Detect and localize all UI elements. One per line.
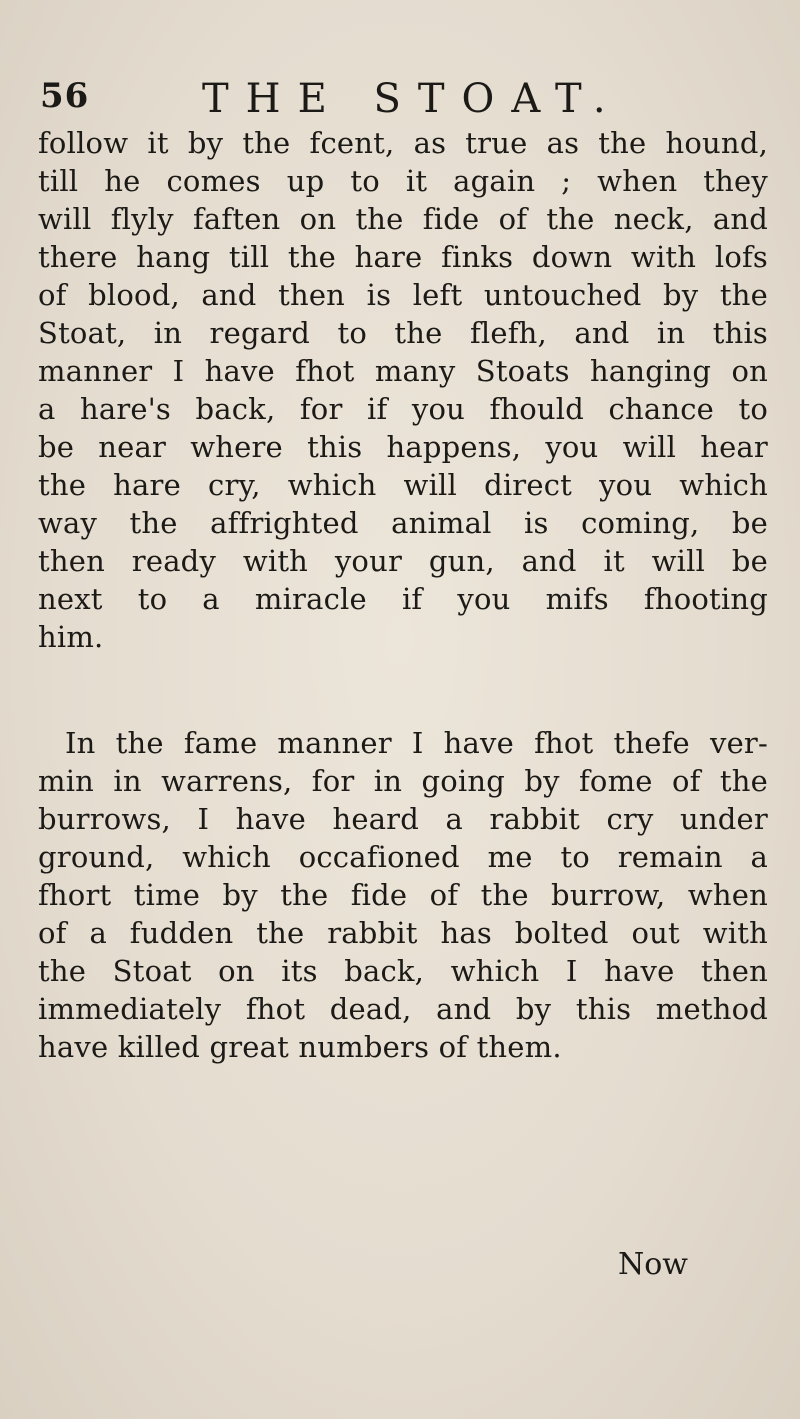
- text-line: fhort time by the fide of the burrow, when: [38, 878, 768, 912]
- text-line: immediately fhot dead, and by this method: [38, 992, 768, 1026]
- text-line: a hare's back, for if you fhould chance to: [38, 392, 768, 426]
- text-line: the Stoat on its back, which I have then: [38, 954, 768, 988]
- text-line: burrows, I have heard a rabbit cry under: [38, 802, 768, 836]
- text-line: the hare cry, which will direct you which: [38, 468, 768, 502]
- text-line: there hang till the hare finks down with lofs: [38, 240, 768, 274]
- text-line: min in warrens, for in going by fome of the: [38, 764, 768, 798]
- text-line: of blood, and then is left untouched by the: [38, 278, 768, 312]
- text-line: next to a miracle if you mifs fhooting: [38, 582, 768, 616]
- text-line: Stoat, in regard to the flefh, and in this: [38, 316, 768, 350]
- text-line: way the affrighted animal is coming, be: [38, 506, 768, 540]
- text-line: have killed great numbers of them.: [38, 1030, 562, 1064]
- text-line: then ready with your gun, and it will be: [38, 544, 768, 578]
- text-line: will flyly faften on the fide of the neck, and: [38, 202, 768, 236]
- page-header: [40, 76, 780, 126]
- paragraph-gap: [38, 656, 768, 724]
- text-line: till he comes up to it again ; when they: [38, 164, 768, 198]
- text-line: In the fame manner I have fhot thefe ver-: [65, 726, 768, 760]
- text-line: be near where this happens, you will hear: [38, 430, 768, 464]
- text-line: of a fudden the rabbit has bolted out with: [38, 916, 768, 950]
- text-line: follow it by the fcent, as true as the hound,: [38, 126, 768, 160]
- running-title: THE STOAT.: [202, 76, 623, 122]
- text-line: him.: [38, 620, 104, 654]
- text-line: ground, which occafioned me to remain a: [38, 840, 768, 874]
- catchword: Now: [618, 1247, 688, 1282]
- paragraph-1: [38, 124, 768, 656]
- body-text: [38, 124, 768, 1066]
- paragraph-2: [38, 724, 768, 1066]
- page-number: 56: [40, 76, 90, 116]
- text-line: manner I have fhot many Stoats hanging on: [38, 354, 768, 388]
